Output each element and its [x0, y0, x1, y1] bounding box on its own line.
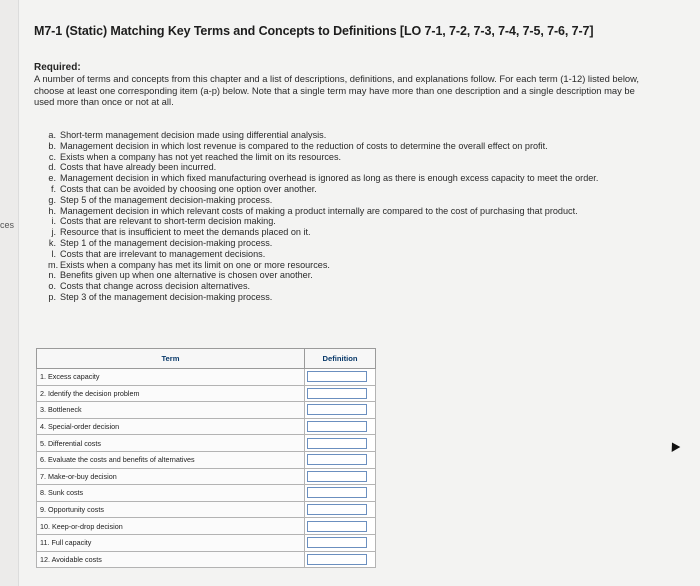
sidebar-fragment-text: ces	[0, 220, 15, 230]
definition-letter: m.	[48, 259, 59, 270]
definition-letter: p.	[48, 291, 56, 302]
term-cell: 6. Evaluate the costs and benefits of alternatives	[37, 451, 305, 468]
term-cell: 8. Sunk costs	[37, 485, 305, 502]
definition-text: Benefits given up when one alternative is chosen over another.	[60, 270, 313, 281]
definition-input[interactable]	[307, 438, 367, 449]
table-row	[37, 402, 376, 419]
definition-text: Short-term management decision made using differential analysis.	[60, 130, 327, 140]
definition-input[interactable]	[307, 454, 367, 465]
definition-letter: o.	[48, 281, 56, 292]
table-row	[37, 468, 376, 485]
definition-letter: e.	[48, 173, 56, 184]
definition-item	[48, 292, 648, 303]
definition-item	[48, 270, 648, 281]
definition-header: Definition	[305, 349, 376, 369]
left-panel-strip	[0, 0, 19, 586]
definition-text: Exists when a company has not yet reached the limit on its resources.	[60, 151, 342, 162]
definition-text: Costs that can be avoided by choosing one option over another.	[60, 183, 317, 194]
definition-item	[48, 206, 648, 217]
definition-input[interactable]	[307, 421, 367, 432]
matching-table	[36, 348, 376, 568]
definition-cell	[305, 518, 376, 535]
definition-cell	[305, 485, 376, 502]
term-cell: 1. Excess capacity	[37, 369, 305, 386]
definition-text: Costs that change across decision alternatives.	[60, 281, 251, 292]
definition-item	[48, 152, 648, 163]
definition-item	[48, 249, 648, 260]
page-title: M7-1 (Static) Matching Key Terms and Concepts to Definitions [LO 7-1, 7-2, 7-3, 7-4, 7-5, 7-6, 7-7]	[34, 24, 594, 38]
definition-letter: j.	[51, 227, 56, 238]
term-cell: 11. Full capacity	[37, 534, 305, 551]
definition-text: Step 5 of the management decision-making process.	[60, 194, 273, 205]
table-row	[37, 485, 376, 502]
definition-letter: n.	[48, 270, 56, 281]
definition-text: Step 1 of the management decision-making process.	[60, 237, 273, 248]
definition-item	[48, 260, 648, 271]
table-row	[37, 551, 376, 568]
definition-cell	[305, 435, 376, 452]
definition-cell	[305, 418, 376, 435]
definition-letter: a.	[48, 130, 56, 140]
definition-item	[48, 173, 648, 184]
table-row	[37, 385, 376, 402]
definition-text: Resource that is insufficient to meet the demands placed on it.	[60, 227, 311, 238]
definition-letter: i.	[51, 216, 56, 227]
term-cell: 12. Avoidable costs	[37, 551, 305, 568]
definition-input[interactable]	[307, 504, 367, 515]
definition-letter: g.	[48, 194, 56, 205]
table-row	[37, 501, 376, 518]
definition-input[interactable]	[307, 371, 367, 382]
definition-item	[48, 227, 648, 238]
definition-text: Management decision in which lost revenue is compared to the reduction of costs to determine the overall effect on profit.	[60, 140, 548, 151]
definition-item	[48, 162, 648, 173]
table-row	[37, 518, 376, 535]
definition-cell	[305, 534, 376, 551]
definition-cell	[305, 451, 376, 468]
definition-text: Step 3 of the management decision-making process.	[60, 291, 273, 302]
definition-letter: l.	[51, 248, 56, 259]
definition-item	[48, 141, 648, 152]
table-row	[37, 534, 376, 551]
definition-letter: k.	[48, 237, 56, 248]
term-cell: 7. Make-or-buy decision	[37, 468, 305, 485]
definition-cell	[305, 551, 376, 568]
definition-cell	[305, 385, 376, 402]
table-row	[37, 418, 376, 435]
term-cell: 9. Opportunity costs	[37, 501, 305, 518]
definition-input[interactable]	[307, 404, 367, 415]
definition-input[interactable]	[307, 388, 367, 399]
table-row	[37, 369, 376, 386]
definition-text: Costs that have already been incurred.	[60, 162, 217, 173]
definition-text: Costs that are irrelevant to management decisions.	[60, 248, 266, 259]
term-cell: 4. Special-order decision	[37, 418, 305, 435]
term-cell: 5. Differential costs	[37, 435, 305, 452]
definition-cell	[305, 402, 376, 419]
required-label: Required:	[34, 62, 81, 73]
definition-text: Management decision in which fixed manufacturing overhead is ignored as long as there is enough excess capacity to meet the order.	[60, 173, 599, 184]
table-row	[37, 451, 376, 468]
term-cell: 2. Identify the decision problem	[37, 385, 305, 402]
term-cell: 10. Keep-or-drop decision	[37, 518, 305, 535]
definition-text: Costs that are relevant to short-term decision making.	[60, 216, 276, 227]
term-cell: 3. Bottleneck	[37, 402, 305, 419]
definition-input[interactable]	[307, 537, 367, 548]
definition-input[interactable]	[307, 487, 367, 498]
definitions-list	[48, 130, 648, 303]
definition-input[interactable]	[307, 471, 367, 482]
definition-text: Management decision in which relevant costs of making a product internally are compared to the cost of purchasing that product.	[60, 205, 578, 216]
table-row	[37, 435, 376, 452]
definition-item	[48, 195, 648, 206]
definition-letter: c.	[48, 151, 56, 162]
instructions-text: A number of terms and concepts from this chapter and a list of descriptions, definitions, and explanations follow. For each term (1-12) listed below, choose at least one corresponding item (a-p) below. Note that a single term may have more than one description and a single description may be used more than once or not at all.	[34, 73, 639, 107]
definition-item	[48, 184, 648, 195]
term-header: Term	[37, 349, 305, 369]
definition-cell	[305, 501, 376, 518]
definition-letter: b.	[48, 140, 56, 151]
definition-item	[48, 130, 648, 141]
definition-text: Exists when a company has met its limit on one or more resources.	[60, 259, 330, 270]
definition-item	[48, 281, 648, 292]
definition-item	[48, 216, 648, 227]
definition-item	[48, 238, 648, 249]
definition-letter: f.	[50, 183, 56, 194]
definition-letter: d.	[48, 162, 56, 173]
mouse-cursor-icon	[668, 440, 681, 452]
definition-input[interactable]	[307, 521, 367, 532]
definition-input[interactable]	[307, 554, 367, 565]
definition-cell	[305, 369, 376, 386]
definition-letter: h.	[48, 205, 56, 216]
definition-cell	[305, 468, 376, 485]
